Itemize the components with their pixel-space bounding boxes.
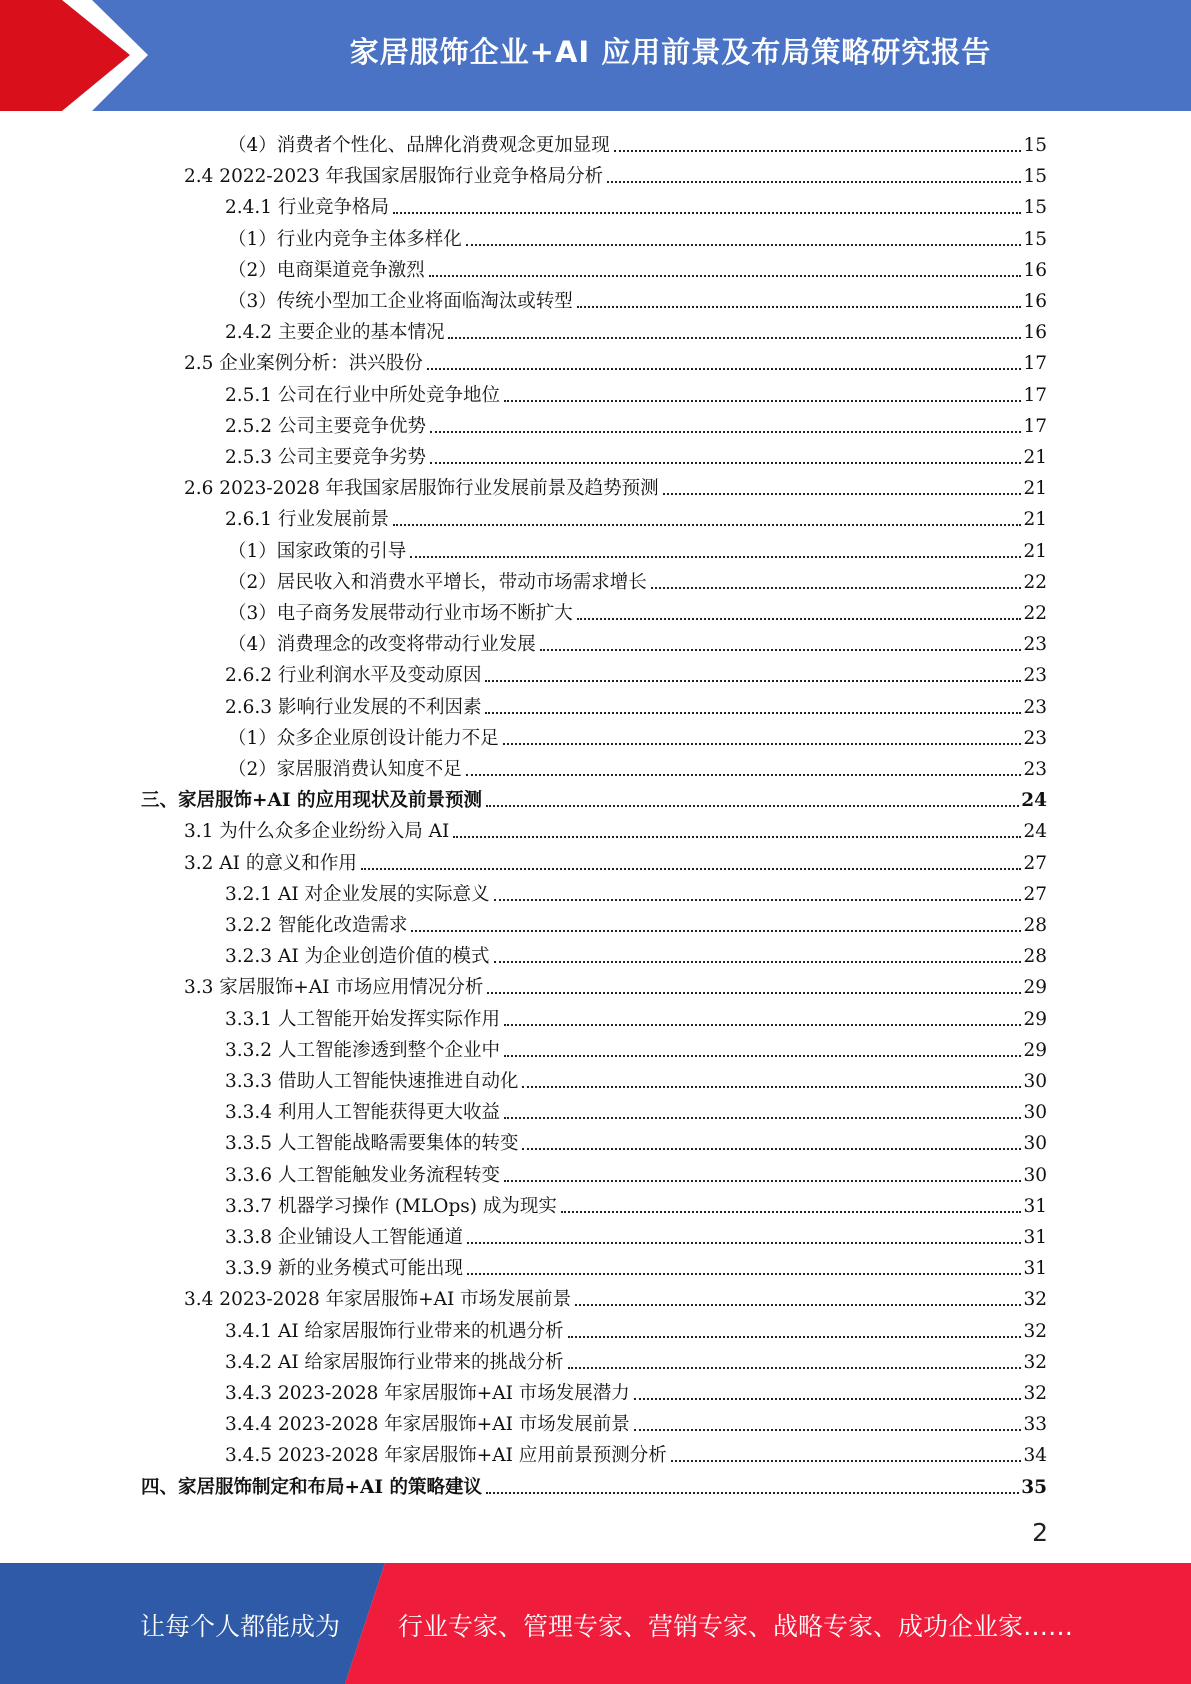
toc-entry-label: 3.3.7 机器学习操作 (MLOps) 成为现实 (225, 1195, 557, 1217)
toc-leader-dots (430, 431, 1021, 433)
toc-entry[interactable] (225, 657, 1047, 688)
toc-entry-label: （1）国家政策的引导 (228, 540, 407, 562)
toc-leader-dots (427, 368, 1022, 370)
toc-entry-label: 3.4.4 2023-2028 年家居服饰+AI 市场发展前景 (225, 1414, 630, 1436)
toc-leader-dots (453, 836, 1021, 838)
toc-entry[interactable] (225, 439, 1047, 470)
toc-entry[interactable] (141, 782, 1047, 813)
toc-entry-label: （1）行业内竞争主体多样化 (228, 228, 462, 250)
toc-entry[interactable] (184, 845, 1047, 876)
toc-leader-dots (487, 992, 1021, 994)
toc-entry[interactable] (228, 595, 1047, 626)
toc-entry-page: 30 (1023, 1164, 1047, 1186)
toc-entry-label: 2.5.3 公司主要竞争劣势 (225, 447, 426, 468)
toc-entry[interactable] (225, 1125, 1047, 1156)
toc-entry-label: 三、家居服饰+AI 的应用现状及前景预测 (141, 790, 482, 812)
toc-entry[interactable] (225, 189, 1047, 220)
toc-leader-dots (429, 275, 1022, 277)
toc-entry[interactable] (228, 252, 1047, 283)
toc-entry-label: 2.5.1 公司在行业中所处竞争地位 (225, 384, 500, 406)
toc-entry-page: 34 (1023, 1445, 1047, 1467)
toc-entry-label: 2.5.2 公司主要竞争优势 (225, 415, 426, 437)
toc-entry-page: 16 (1023, 259, 1047, 281)
toc-leader-dots (485, 712, 1021, 714)
toc-entry-label: 3.4.1 AI 给家居服饰行业带来的机遇分析 (225, 1320, 564, 1342)
toc-entry-label: 3.1 为什么众多企业纷纷入局 AI (184, 821, 450, 843)
toc-entry-page: 27 (1023, 852, 1047, 874)
toc-leader-dots (504, 400, 1021, 402)
toc-leader-dots (411, 930, 1021, 932)
toc-leader-dots (466, 244, 1022, 246)
toc-entry[interactable] (228, 221, 1047, 252)
toc-entry[interactable] (225, 1406, 1047, 1437)
toc-entry-page: 24 (1021, 790, 1047, 812)
toc-entry[interactable] (141, 1469, 1047, 1500)
toc-entry-label: 2.6.3 影响行业发展的不利因素 (225, 696, 482, 718)
toc-entry[interactable] (225, 1001, 1047, 1032)
toc-entry-label: 3.2.2 智能化改造需求 (225, 915, 408, 936)
toc-entry-page: 21 (1023, 447, 1047, 468)
toc-entry[interactable] (225, 876, 1047, 907)
toc-entry-page: 32 (1023, 1351, 1047, 1373)
toc-entry[interactable] (228, 751, 1047, 782)
toc-leader-dots (486, 805, 1019, 807)
toc-leader-dots (575, 1304, 1021, 1306)
toc-leader-dots (467, 1242, 1021, 1244)
toc-leader-dots (671, 1460, 1022, 1462)
toc-entry-page: 28 (1023, 946, 1047, 968)
toc-leader-dots (430, 462, 1021, 464)
toc-entry-page: 29 (1023, 1008, 1047, 1030)
toc-entry-label: 3.3.3 借助人工智能快速推进自动化 (225, 1071, 519, 1092)
toc-entry-label: （2）电商渠道竞争激烈 (228, 259, 425, 281)
page-footer (0, 1563, 1191, 1684)
toc-leader-dots (361, 868, 1022, 870)
toc-entry[interactable] (184, 470, 1047, 501)
toc-entry-label: 3.4 2023-2028 年家居服饰+AI 市场发展前景 (184, 1289, 572, 1311)
header-arrow-graphic (0, 0, 150, 111)
toc-entry-page: 23 (1023, 759, 1047, 780)
toc-leader-dots (577, 618, 1022, 620)
toc-entry-label: 3.2.1 AI 对企业发展的实际意义 (225, 883, 490, 905)
toc-entry[interactable] (225, 1344, 1047, 1375)
toc-entry-page: 21 (1023, 540, 1047, 562)
toc-leader-dots (634, 1429, 1022, 1431)
toc-leader-dots (522, 1148, 1021, 1150)
toc-entry[interactable] (184, 158, 1047, 189)
toc-entry[interactable] (184, 345, 1047, 376)
toc-leader-dots (410, 556, 1021, 558)
toc-entry-label: 2.4 2022-2023 年我国家居服饰行业竞争格局分析 (184, 166, 604, 188)
toc-leader-dots (607, 181, 1021, 183)
page-number: 2 (1032, 1518, 1048, 1547)
toc-entry-page: 17 (1023, 415, 1047, 437)
toc-leader-dots (663, 493, 1022, 495)
toc-entry[interactable] (225, 1063, 1047, 1094)
toc-entry[interactable] (225, 1094, 1047, 1125)
toc-entry[interactable] (225, 314, 1047, 345)
toc-entry[interactable] (225, 377, 1047, 408)
toc-entry-page: 17 (1023, 353, 1047, 375)
toc-leader-dots (393, 524, 1021, 526)
toc-leader-dots (568, 1336, 1022, 1338)
toc-entry-page: 35 (1021, 1476, 1047, 1498)
toc-entry[interactable] (225, 1219, 1047, 1250)
toc-entry-label: 3.3.2 人工智能渗透到整个企业中 (225, 1039, 500, 1061)
toc-entry-page: 30 (1023, 1133, 1047, 1155)
toc-entry-page: 23 (1023, 727, 1047, 749)
toc-entry-page: 21 (1023, 478, 1047, 500)
toc-entry[interactable] (228, 283, 1047, 314)
toc-entry-label: 3.2.3 AI 为企业创造价值的模式 (225, 946, 490, 968)
toc-entry-label: 2.6.1 行业发展前景 (225, 509, 389, 531)
toc-entry[interactable] (228, 564, 1047, 595)
toc-leader-dots (577, 306, 1022, 308)
toc-entry-page: 27 (1023, 883, 1047, 905)
toc-entry-label: 3.3.8 企业铺设人工智能通道 (225, 1227, 463, 1248)
toc-leader-dots (485, 680, 1021, 682)
toc-entry-label: （2）家居服消费认知度不足 (228, 759, 462, 780)
toc-entry-page: 31 (1023, 1258, 1047, 1280)
toc-leader-dots (504, 1055, 1021, 1057)
toc-entry-label: 2.6 2023-2028 年我国家居服饰行业发展前景及趋势预测 (184, 478, 659, 500)
toc-entry[interactable] (228, 720, 1047, 751)
toc-entry[interactable] (225, 1437, 1047, 1468)
toc-leader-dots (466, 774, 1022, 776)
toc-entry[interactable] (225, 1375, 1047, 1406)
toc-entry-label: 2.4.2 主要企业的基本情况 (225, 322, 445, 344)
toc-entry[interactable] (184, 813, 1047, 844)
toc-entry-label: 2.4.1 行业竞争格局 (225, 197, 389, 219)
toc-leader-dots (503, 743, 1022, 745)
toc-entry[interactable] (225, 1032, 1047, 1063)
toc-entry-label: 3.3.6 人工智能触发业务流程转变 (225, 1164, 500, 1186)
toc-entry-page: 22 (1023, 603, 1047, 624)
toc-leader-dots (540, 649, 1022, 651)
page-header (0, 0, 1191, 111)
toc-entry[interactable] (225, 501, 1047, 532)
toc-entry-label: （4）消费理念的改变将带动行业发展 (228, 634, 536, 656)
toc-entry-page: 32 (1023, 1289, 1047, 1311)
toc-entry[interactable] (225, 689, 1047, 720)
toc-leader-dots (504, 1180, 1021, 1182)
toc-entry-label: （4）消费者个性化、品牌化消费观念更加显现 (228, 135, 610, 156)
toc-leader-dots (651, 587, 1022, 589)
toc-entry-page: 22 (1023, 571, 1047, 593)
toc-entry-page: 16 (1023, 291, 1047, 312)
toc-leader-dots (634, 1398, 1022, 1400)
toc-leader-dots (486, 1492, 1019, 1494)
toc-entry-page: 32 (1023, 1320, 1047, 1342)
toc-entry[interactable] (228, 127, 1047, 158)
toc-entry-page: 23 (1023, 665, 1047, 687)
toc-entry-page: 30 (1023, 1102, 1047, 1124)
toc-entry-page: 17 (1023, 384, 1047, 406)
toc-entry[interactable] (225, 1313, 1047, 1344)
toc-entry-page: 33 (1023, 1414, 1047, 1436)
toc-entry-page: 15 (1023, 135, 1047, 156)
toc-entry-label: （1）众多企业原创设计能力不足 (228, 727, 499, 749)
toc-entry-page: 31 (1023, 1195, 1047, 1217)
toc-leader-dots (448, 337, 1021, 339)
toc-leader-dots (494, 899, 1022, 901)
toc-entry-page: 23 (1023, 696, 1047, 718)
toc-entry[interactable] (228, 533, 1047, 564)
toc-entry-label: 3.3.9 新的业务模式可能出现 (225, 1258, 463, 1280)
toc-entry[interactable] (184, 1281, 1047, 1312)
toc-entry-label: 3.3.1 人工智能开始发挥实际作用 (225, 1008, 500, 1030)
footer-slogan-right: 行业专家、管理专家、营销专家、战略专家、成功企业家…… (398, 1612, 1074, 1641)
toc-entry-page: 29 (1023, 977, 1047, 999)
toc-entry[interactable] (225, 408, 1047, 439)
toc-entry-label: 3.3 家居服饰+AI 市场应用情况分析 (184, 977, 484, 999)
toc-entry-label: 3.3.5 人工智能战略需要集体的转变 (225, 1133, 519, 1155)
toc-entry-label: （2）居民收入和消费水平增长，带动市场需求增长 (228, 571, 647, 593)
toc-entry-page: 15 (1023, 166, 1047, 188)
toc-entry[interactable] (225, 1188, 1047, 1219)
toc-entry-page: 15 (1023, 228, 1047, 250)
toc-entry-label: 2.6.2 行业利润水平及变动原因 (225, 665, 482, 687)
toc-entry[interactable] (225, 907, 1047, 938)
toc-leader-dots (522, 1086, 1021, 1088)
toc-entry-label: 3.4.2 AI 给家居服饰行业带来的挑战分析 (225, 1351, 564, 1373)
toc-entry[interactable] (184, 969, 1047, 1000)
toc-entry-page: 16 (1023, 322, 1047, 344)
toc-entry[interactable] (225, 1250, 1047, 1281)
toc-entry-page: 29 (1023, 1039, 1047, 1061)
toc-entry-label: 四、家居服饰制定和布局+AI 的策略建议 (141, 1476, 482, 1498)
toc-entry[interactable] (228, 626, 1047, 657)
toc-leader-dots (494, 961, 1022, 963)
toc-entry-label: 3.3.4 利用人工智能获得更大收益 (225, 1102, 500, 1124)
footer-slogan-left: 让每个人都能成为 (140, 1612, 341, 1641)
toc-entry-page: 30 (1023, 1071, 1047, 1092)
toc-entry-label: 3.2 AI 的意义和作用 (184, 852, 357, 874)
toc-entry-page: 23 (1023, 634, 1047, 656)
toc-leader-dots (393, 212, 1021, 214)
toc-leader-dots (504, 1117, 1021, 1119)
toc-entry-page: 15 (1023, 197, 1047, 219)
toc-entry[interactable] (225, 1157, 1047, 1188)
toc-entry-label: 3.4.5 2023-2028 年家居服饰+AI 应用前景预测分析 (225, 1445, 667, 1467)
toc-entry-page: 21 (1023, 509, 1047, 531)
toc-entry-label: 3.4.3 2023-2028 年家居服饰+AI 市场发展潜力 (225, 1383, 630, 1404)
report-title: 家居服饰企业+AI 应用前景及布局策略研究报告 (349, 34, 992, 69)
toc-entry-label: （3）传统小型加工企业将面临淘汰或转型 (228, 291, 573, 312)
toc-leader-dots (467, 1273, 1021, 1275)
toc-leader-dots (568, 1367, 1022, 1369)
toc-entry-page: 28 (1023, 915, 1047, 936)
toc-entry-page: 32 (1023, 1383, 1047, 1404)
toc-entry[interactable] (225, 938, 1047, 969)
toc-entry-label: 2.5 企业案例分析：洪兴股份 (184, 353, 423, 375)
toc-leader-dots (561, 1211, 1022, 1213)
toc-leader-dots (504, 1024, 1021, 1026)
toc-leader-dots (614, 150, 1022, 152)
toc-entry-label: （3）电子商务发展带动行业市场不断扩大 (228, 603, 573, 624)
toc-entry-page: 31 (1023, 1227, 1047, 1248)
toc-entry-page: 24 (1023, 821, 1047, 843)
